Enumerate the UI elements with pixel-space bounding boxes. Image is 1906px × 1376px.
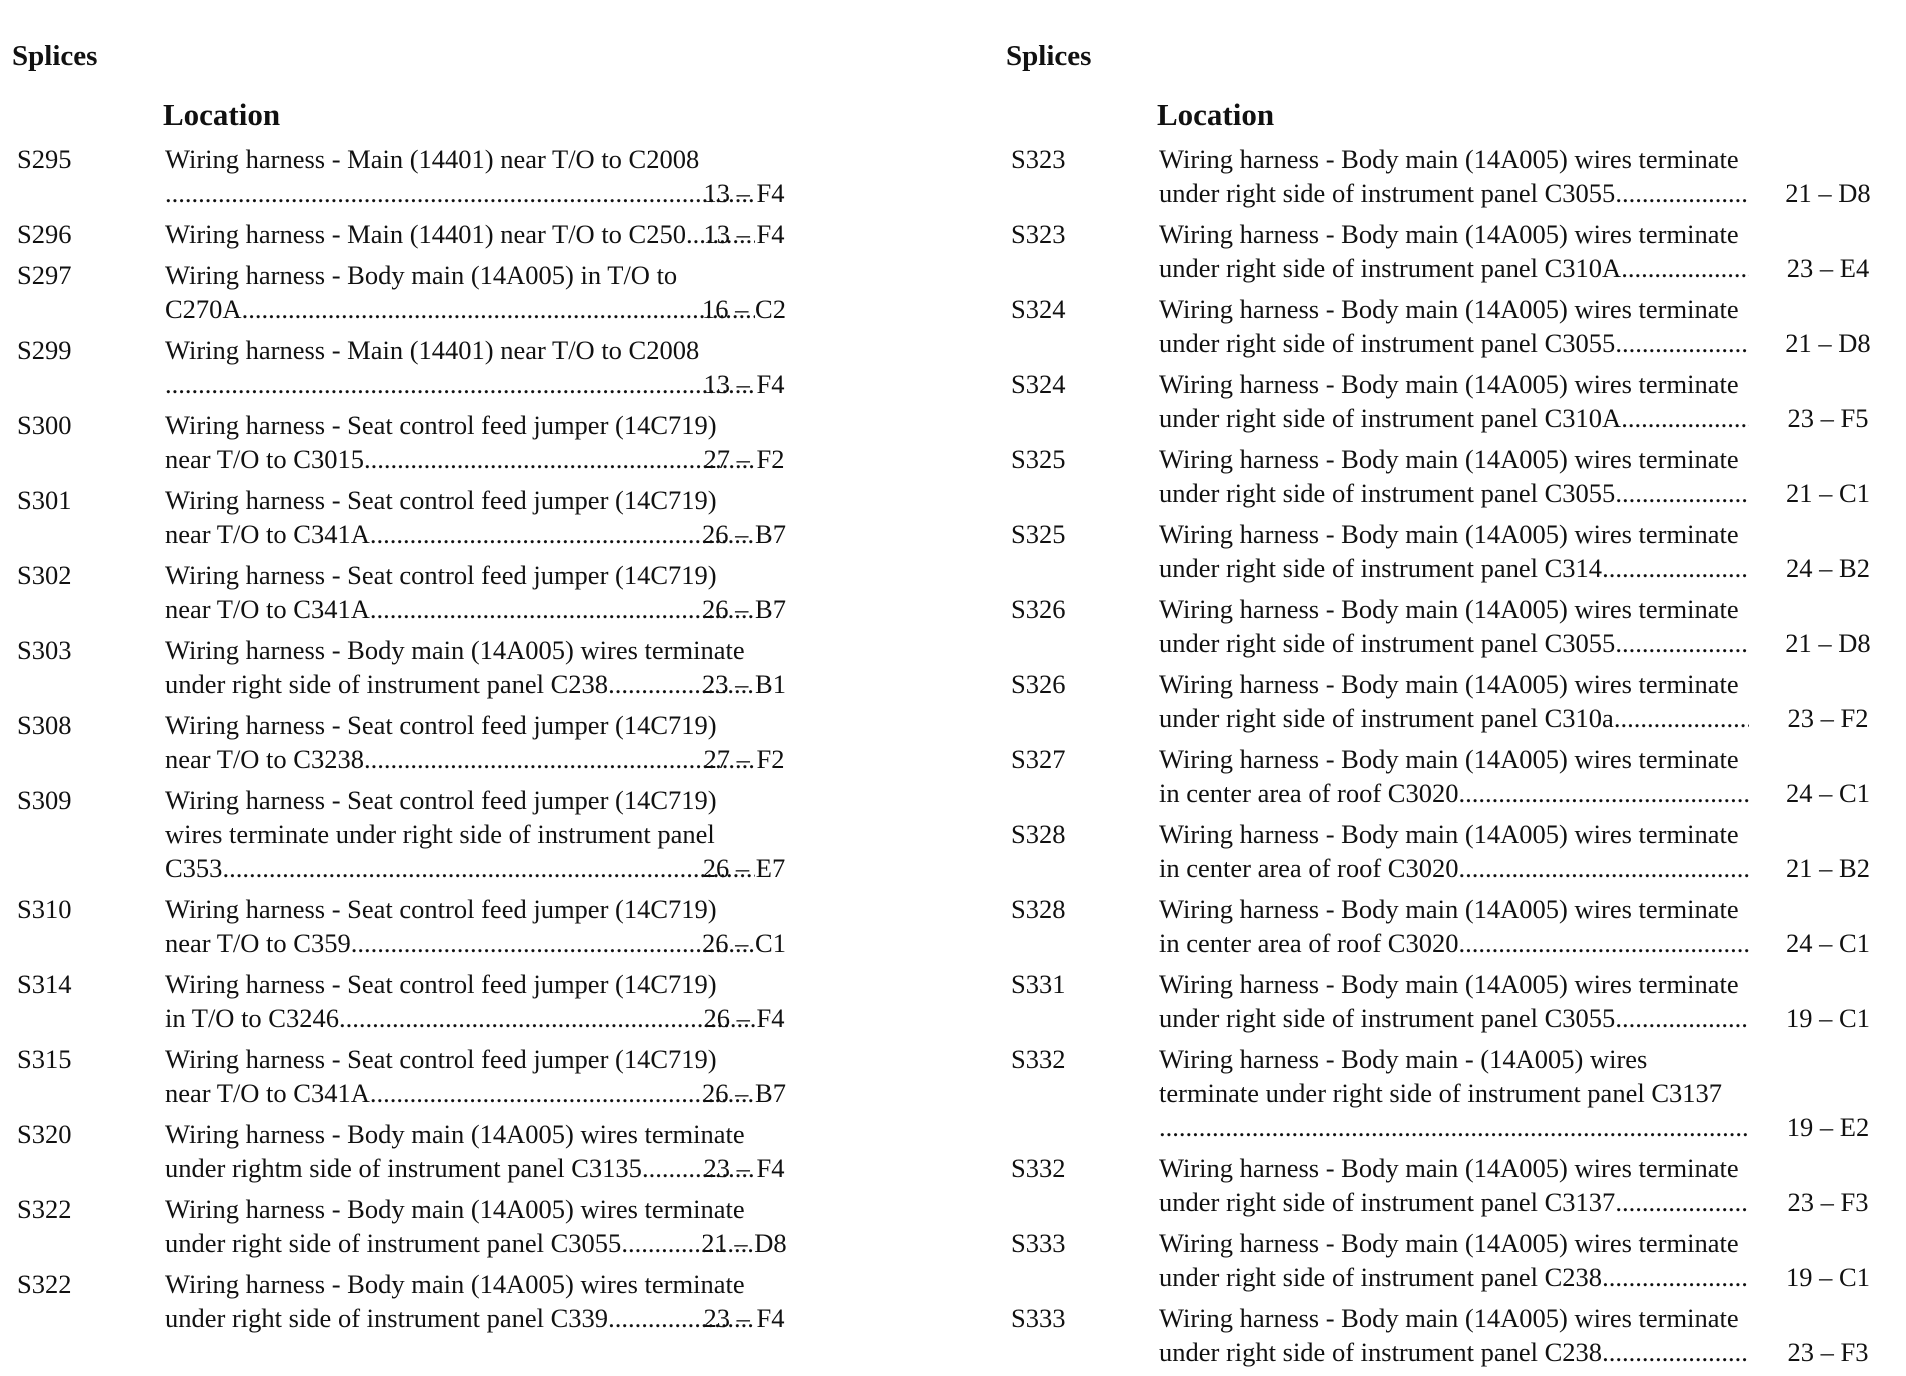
location-line: Wiring harness - Seat control feed jumper (14C719): [165, 785, 717, 815]
location-text: under right side of instrument panel C238: [1159, 1337, 1603, 1367]
location-line: Wiring harness - Body main (14A005) wires terminate: [1159, 894, 1739, 924]
splice-id: S324: [1011, 294, 1066, 324]
splice-id: S328: [1011, 894, 1066, 924]
grid-reference: 21 – C1: [1786, 478, 1870, 508]
location-text: near T/O to C341A: [165, 1078, 370, 1108]
splice-row: [1006, 742, 1906, 810]
splice-row: [12, 633, 912, 701]
location-line: Wiring harness - Body main (14A005) in T/O to: [165, 260, 678, 290]
location-line: Wiring harness - Seat control feed jumper (14C719): [165, 560, 717, 590]
location-line: Wiring harness - Body main (14A005) wires terminate: [1159, 669, 1739, 699]
splice-id: S324: [1011, 369, 1066, 399]
location-text: near T/O to C341A: [165, 519, 370, 549]
leader-dots: [1621, 251, 1749, 285]
splice-id: S325: [1011, 519, 1066, 549]
leader-dots: [1615, 1001, 1749, 1035]
location-text: under right side of instrument panel C314: [1159, 553, 1603, 583]
splice-row: [1006, 592, 1906, 660]
location-line: Wiring harness - Body main (14A005) wires terminate: [1159, 744, 1739, 774]
leader-dots: [1602, 551, 1749, 585]
splice-row: [1006, 892, 1906, 960]
splice-id: S333: [1011, 1228, 1066, 1258]
splice-location: [1159, 517, 1749, 585]
splice-row: [1006, 1151, 1906, 1219]
splice-location: [165, 783, 755, 885]
splice-id: S326: [1011, 594, 1066, 624]
location-line: Wiring harness - Seat control feed jumper (14C719): [165, 710, 717, 740]
location-text: near T/O to C3238: [165, 744, 364, 774]
splice-id: S332: [1011, 1153, 1066, 1183]
splice-row: [12, 408, 912, 476]
grid-reference: 27 – F2: [703, 444, 785, 474]
location-last-line: [1159, 1260, 1749, 1294]
splice-location: [1159, 592, 1749, 660]
location-line: Wiring harness - Body main (14A005) wires terminate: [1159, 969, 1739, 999]
location-text: in center area of roof C3020: [1159, 778, 1459, 808]
splice-id: S332: [1011, 1044, 1066, 1074]
location-line: Wiring harness - Body main (14A005) wires terminate: [1159, 1303, 1739, 1333]
location-last-line: [165, 176, 755, 210]
splice-row: [1006, 967, 1906, 1035]
location-text: under right side of instrument panel C3055: [1159, 478, 1616, 508]
splice-id: S328: [1011, 819, 1066, 849]
location-line: Wiring harness - Seat control feed jumper (14C719): [165, 485, 717, 515]
location-last-line: [1159, 326, 1749, 360]
splice-id: S302: [17, 560, 72, 590]
location-text: under right side of instrument panel C3055: [1159, 1003, 1616, 1033]
splice-row: [1006, 517, 1906, 585]
location-last-line: [165, 592, 755, 626]
splice-id: S299: [17, 335, 72, 365]
splice-row: [12, 967, 912, 1035]
grid-reference: 26 – B7: [702, 594, 786, 624]
splice-id: S320: [17, 1119, 72, 1149]
grid-reference: 21 – B2: [1786, 853, 1870, 883]
splice-row: [12, 142, 912, 210]
splice-row: [1006, 1301, 1906, 1369]
location-line: Wiring harness - Body main (14A005) wires terminate: [165, 1269, 745, 1299]
location-last-line: [1159, 551, 1749, 585]
section-title: Splices: [12, 40, 98, 72]
location-text: under right side of instrument panel C310A: [1159, 403, 1622, 433]
location-header: Location: [163, 97, 281, 132]
grid-reference: 26 – F4: [703, 1003, 785, 1033]
splice-row: [12, 1117, 912, 1185]
splice-location: [1159, 142, 1749, 210]
location-text: under right side of instrument panel C310a: [1159, 703, 1614, 733]
location-text: in center area of roof C3020: [1159, 853, 1459, 883]
splice-row: [1006, 1042, 1906, 1144]
leader-dots: [1621, 401, 1749, 435]
splice-id: S295: [17, 144, 72, 174]
splice-row: [12, 258, 912, 326]
location-last-line: [1159, 776, 1749, 810]
grid-reference: 21 – D8: [1785, 628, 1871, 658]
location-text: near T/O to C359: [165, 928, 351, 958]
location-text: in T/O to C3246: [165, 1003, 339, 1033]
location-line: Wiring harness - Body main (14A005) wires terminate: [1159, 519, 1739, 549]
splice-row: [1006, 367, 1906, 435]
splice-row: [12, 708, 912, 776]
splice-location: [165, 558, 755, 626]
splice-row: [12, 217, 912, 251]
leader-dots: [1159, 1110, 1749, 1144]
splice-location: [165, 483, 755, 551]
grid-reference: 23 – F3: [1787, 1187, 1869, 1217]
grid-reference: 23 – F4: [703, 1153, 785, 1183]
splice-id: S323: [1011, 144, 1066, 174]
location-line: terminate under right side of instrument panel C3137: [1159, 1078, 1722, 1108]
grid-reference: 24 – B2: [1786, 553, 1870, 583]
location-line: Wiring harness - Body main (14A005) wires terminate: [165, 635, 745, 665]
location-text: under right side of instrument panel C3055: [165, 1228, 622, 1258]
splice-id: S326: [1011, 669, 1066, 699]
location-text: under right side of instrument panel C3055: [1159, 628, 1616, 658]
splice-row: [1006, 217, 1906, 285]
location-header: Location: [1157, 97, 1275, 132]
splice-location: [1159, 1151, 1749, 1219]
splice-location: [165, 892, 755, 960]
splice-location: [1159, 967, 1749, 1035]
location-last-line: [1159, 701, 1749, 735]
location-line: Wiring harness - Seat control feed jumper (14C719): [165, 1044, 717, 1074]
location-last-line: [165, 1301, 755, 1335]
splice-id: S315: [17, 1044, 72, 1074]
splice-location: [165, 1267, 755, 1335]
grid-reference: 19 – E2: [1786, 1112, 1870, 1142]
location-text: under rightm side of instrument panel C3135: [165, 1153, 642, 1183]
splice-list: [12, 142, 912, 1342]
location-text: Wiring harness - Main (14401) near T/O to C250: [165, 219, 686, 249]
grid-reference: 13 – F4: [703, 369, 785, 399]
splice-location: [1159, 667, 1749, 735]
splice-id: S296: [17, 219, 72, 249]
location-text: in center area of roof C3020: [1159, 928, 1459, 958]
location-line: Wiring harness - Body main - (14A005) wires: [1159, 1044, 1648, 1074]
leader-dots: [1614, 701, 1749, 735]
location-text: under right side of instrument panel C3137: [1159, 1187, 1616, 1217]
location-last-line: [165, 292, 755, 326]
splice-location: [165, 967, 755, 1035]
location-last-line: [1159, 251, 1749, 285]
location-line: Wiring harness - Body main (14A005) wires terminate: [1159, 219, 1739, 249]
location-line: Wiring harness - Body main (14A005) wires terminate: [1159, 1228, 1739, 1258]
location-text: under right side of instrument panel C3055: [1159, 178, 1616, 208]
splice-id: S310: [17, 894, 72, 924]
grid-reference: 16 – C2: [702, 294, 786, 324]
location-last-line: [1159, 1185, 1749, 1219]
grid-reference: 23 – F5: [1787, 403, 1869, 433]
splice-location: [165, 142, 755, 210]
splice-location: [1159, 367, 1749, 435]
location-line: Wiring harness - Body main (14A005) wires terminate: [1159, 444, 1739, 474]
location-text: C353: [165, 853, 223, 883]
location-last-line: [165, 1076, 755, 1110]
location-last-line: [165, 742, 755, 776]
location-last-line: [165, 1151, 755, 1185]
splice-location: [165, 408, 755, 476]
grid-reference: 23 – F3: [1787, 1337, 1869, 1367]
splice-row: [1006, 442, 1906, 510]
location-last-line: [165, 367, 755, 401]
splice-list: [1006, 142, 1906, 1376]
location-line: Wiring harness - Body main (14A005) wires terminate: [1159, 294, 1739, 324]
splice-id: S331: [1011, 969, 1066, 999]
splice-id: S327: [1011, 744, 1066, 774]
grid-reference: 21 – D8: [701, 1228, 787, 1258]
splice-id: S333: [1011, 1303, 1066, 1333]
leader-dots: [1458, 926, 1749, 960]
splice-id: S300: [17, 410, 72, 440]
splice-row: [12, 1192, 912, 1260]
location-text: under right side of instrument panel C3055: [1159, 328, 1616, 358]
splice-location: [165, 1042, 755, 1110]
leader-dots: [1458, 776, 1749, 810]
location-line: Wiring harness - Body main (14A005) wires terminate: [1159, 819, 1739, 849]
grid-reference: 26 – C1: [702, 928, 786, 958]
splice-id: S325: [1011, 444, 1066, 474]
location-last-line: [165, 667, 755, 701]
location-line: Wiring harness - Body main (14A005) wires terminate: [1159, 144, 1739, 174]
location-last-line: [165, 1001, 755, 1035]
splice-location: [1159, 292, 1749, 360]
splice-row: [1006, 667, 1906, 735]
location-last-line: [165, 1226, 755, 1260]
location-text: under right side of instrument panel C339: [165, 1303, 609, 1333]
splice-row: [12, 1267, 912, 1335]
grid-reference: 23 – B1: [702, 669, 786, 699]
splice-location: [1159, 1226, 1749, 1294]
location-line: Wiring harness - Main (14401) near T/O to C2008: [165, 335, 700, 365]
splice-id: S322: [17, 1269, 72, 1299]
location-last-line: [1159, 926, 1749, 960]
grid-reference: 26 – B7: [702, 519, 786, 549]
splice-location: [165, 1117, 755, 1185]
location-text: C270A: [165, 294, 242, 324]
location-line: Wiring harness - Body main (14A005) wires terminate: [165, 1194, 745, 1224]
splice-row: [12, 483, 912, 551]
location-line: Wiring harness - Seat control feed jumper (14C719): [165, 894, 717, 924]
location-last-line: [1159, 626, 1749, 660]
splice-id: S323: [1011, 219, 1066, 249]
leader-dots: [1458, 851, 1749, 885]
location-line: Wiring harness - Body main (14A005) wires terminate: [1159, 1153, 1739, 1183]
splice-row: [12, 783, 912, 885]
grid-reference: 13 – F4: [703, 219, 785, 249]
splice-id: S322: [17, 1194, 72, 1224]
splice-id: S297: [17, 260, 72, 290]
splice-location: [165, 633, 755, 701]
location-line: Wiring harness - Body main (14A005) wires terminate: [1159, 369, 1739, 399]
grid-reference: 23 – E4: [1786, 253, 1870, 283]
grid-reference: 26 – B7: [702, 1078, 786, 1108]
splice-row: [1006, 292, 1906, 360]
section-title: Splices: [1006, 40, 1092, 72]
splice-location: [165, 708, 755, 776]
splice-location: [1159, 892, 1749, 960]
leader-dots: [1615, 326, 1749, 360]
location-last-line: [1159, 1335, 1749, 1369]
location-last-line: [1159, 1110, 1749, 1144]
splice-row: [12, 333, 912, 401]
leader-dots: [1615, 626, 1749, 660]
location-line: Wiring harness - Main (14401) near T/O to C2008: [165, 144, 700, 174]
grid-reference: 24 – C1: [1786, 928, 1870, 958]
grid-reference: 23 – F4: [703, 1303, 785, 1333]
splice-row: [12, 558, 912, 626]
grid-reference: 21 – D8: [1785, 178, 1871, 208]
splice-row: [12, 1042, 912, 1110]
splice-id: S308: [17, 710, 72, 740]
location-line: wires terminate under right side of instrument panel: [165, 819, 715, 849]
location-last-line: [1159, 176, 1749, 210]
splice-location: [1159, 817, 1749, 885]
splice-row: [1006, 817, 1906, 885]
splice-location: [1159, 1301, 1749, 1369]
location-line: Wiring harness - Body main (14A005) wires terminate: [165, 1119, 745, 1149]
splice-location: [1159, 442, 1749, 510]
splice-location: [1159, 217, 1749, 285]
leader-dots: [1615, 476, 1749, 510]
splice-location: [165, 217, 755, 251]
grid-reference: 26 – E7: [702, 853, 786, 883]
location-last-line: [1159, 1001, 1749, 1035]
splice-id: S303: [17, 635, 72, 665]
leader-dots: [1615, 176, 1749, 210]
location-text: under right side of instrument panel C238: [1159, 1262, 1603, 1292]
location-text: near T/O to C3015: [165, 444, 364, 474]
grid-reference: 24 – C1: [1786, 778, 1870, 808]
location-last-line: [1159, 851, 1749, 885]
location-last-line: [165, 442, 755, 476]
location-last-line: [1159, 401, 1749, 435]
grid-reference: 23 – F2: [1787, 703, 1869, 733]
leader-dots: [1615, 1185, 1749, 1219]
leader-dots: [165, 176, 755, 210]
grid-reference: 19 – C1: [1786, 1003, 1870, 1033]
location-line: Wiring harness - Body main (14A005) wires terminate: [1159, 594, 1739, 624]
location-last-line: [165, 926, 755, 960]
leader-dots: [1602, 1260, 1749, 1294]
location-last-line: [165, 851, 755, 885]
location-last-line: [165, 517, 755, 551]
location-text: near T/O to C341A: [165, 594, 370, 624]
grid-reference: 21 – D8: [1785, 328, 1871, 358]
splice-location: [1159, 1042, 1749, 1144]
splice-id: S301: [17, 485, 72, 515]
splice-location: [165, 258, 755, 326]
leader-dots: [165, 367, 755, 401]
leader-dots: [1602, 1335, 1749, 1369]
location-line: Wiring harness - Seat control feed jumper (14C719): [165, 410, 717, 440]
splice-location: [165, 1192, 755, 1260]
grid-reference: 27 – F2: [703, 744, 785, 774]
splice-location: [165, 333, 755, 401]
location-last-line: [165, 217, 755, 251]
splice-id: S309: [17, 785, 72, 815]
grid-reference: 13 – F4: [703, 178, 785, 208]
splice-row: [1006, 142, 1906, 210]
location-line: Wiring harness - Seat control feed jumper (14C719): [165, 969, 717, 999]
splice-row: [12, 892, 912, 960]
location-text: under right side of instrument panel C238: [165, 669, 609, 699]
location-last-line: [1159, 476, 1749, 510]
splice-row: [1006, 1226, 1906, 1294]
splice-location: [1159, 742, 1749, 810]
splice-id: S314: [17, 969, 72, 999]
grid-reference: 19 – C1: [1786, 1262, 1870, 1292]
location-text: under right side of instrument panel C310A: [1159, 253, 1622, 283]
